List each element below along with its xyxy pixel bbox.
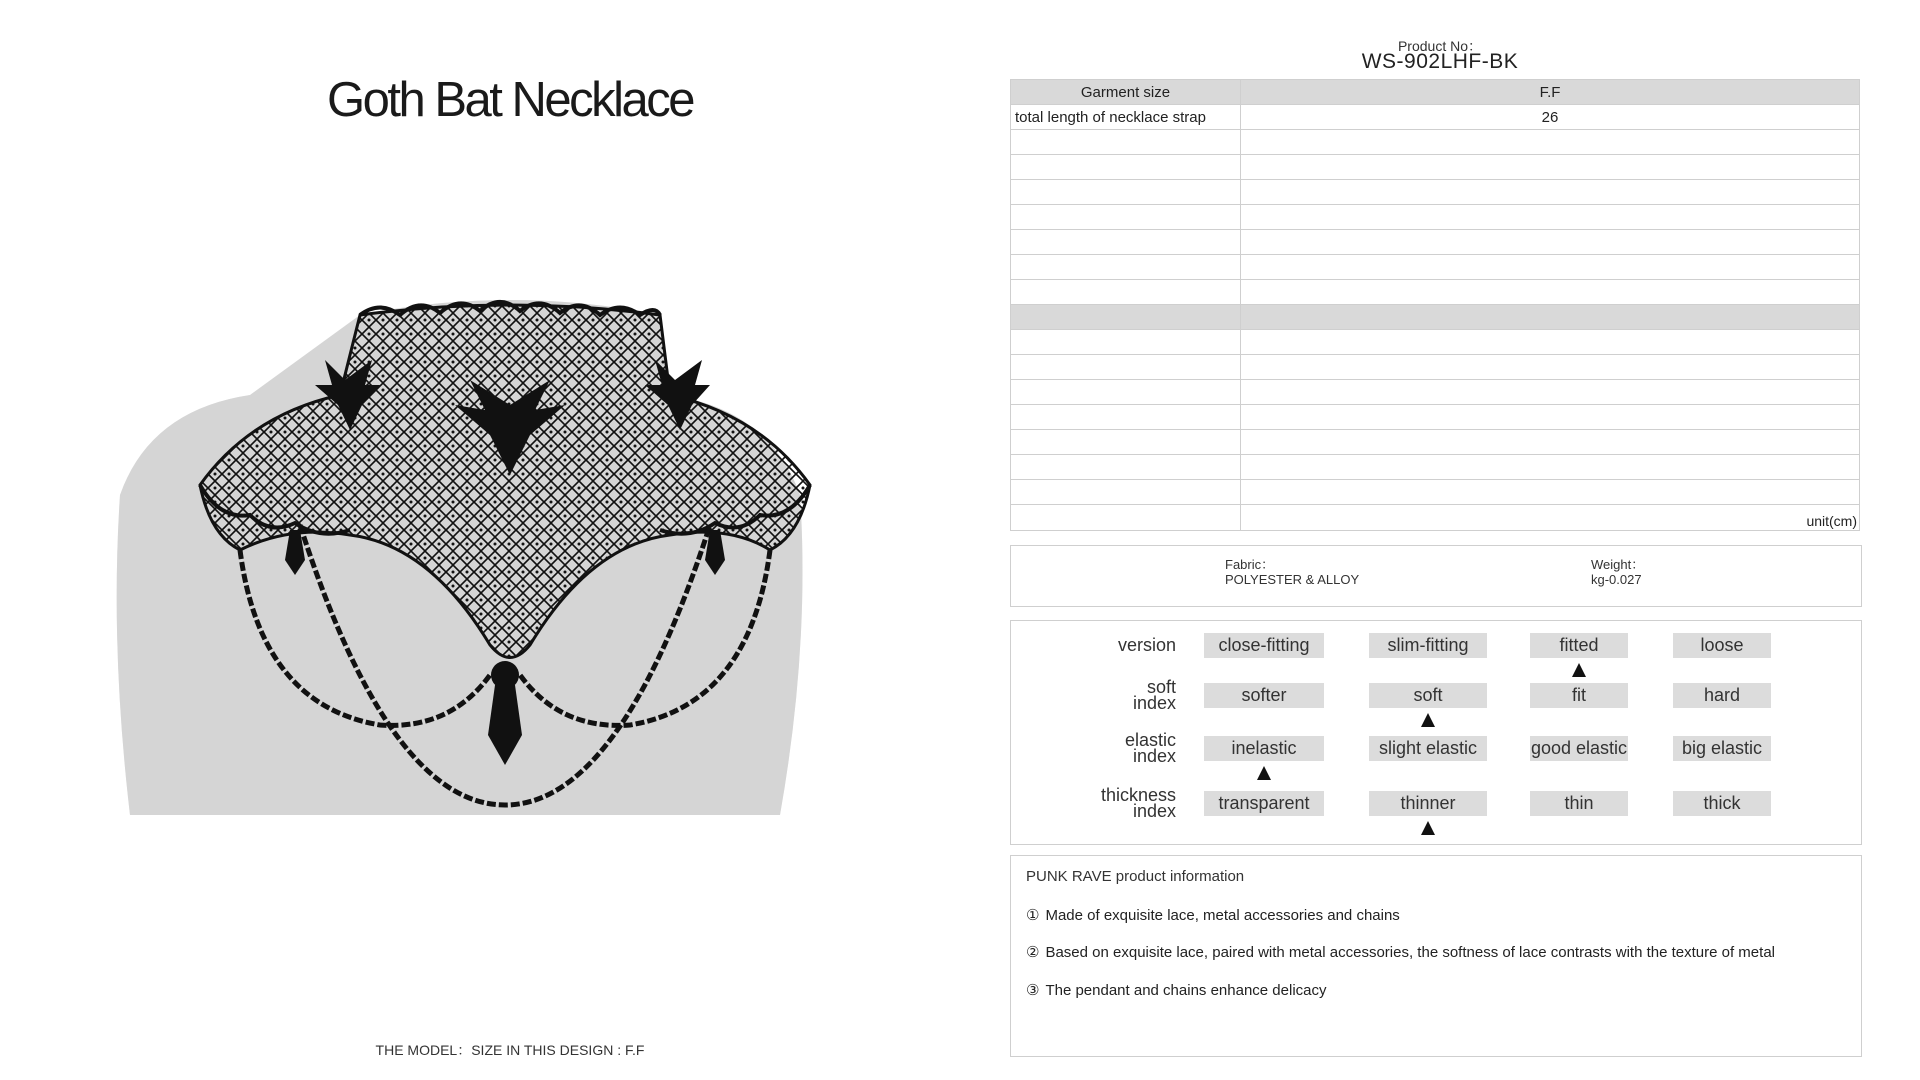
size-table-header — [1011, 80, 1860, 105]
table-row — [1011, 380, 1860, 405]
info-item-number: ① — [1026, 907, 1040, 924]
product-title: Goth Bat Necklace — [326, 73, 694, 127]
info-item-number: ③ — [1026, 982, 1040, 999]
index-option: slim-fitting — [1369, 633, 1487, 658]
table-row — [1011, 330, 1860, 355]
info-item — [1026, 906, 1400, 924]
table-row — [1011, 305, 1860, 330]
size-table — [1010, 79, 1860, 531]
fabric-value: POLYESTER & ALLOY — [1225, 572, 1360, 587]
table-row — [1011, 505, 1860, 531]
unit-label: unit(cm) — [1241, 505, 1860, 531]
info-item-text: The pendant and chains enhance delicacy — [1045, 982, 1327, 999]
model-size-note: THE MODEL：SIZE IN THIS DESIGN : F.F — [375, 1042, 645, 1058]
product-number: WS-902LHF-BK — [1361, 50, 1519, 73]
table-row — [1011, 105, 1860, 130]
table-row — [1011, 280, 1860, 305]
index-option: inelastic — [1204, 736, 1324, 761]
table-row — [1011, 455, 1860, 480]
index-option: close-fitting — [1204, 633, 1324, 658]
index-option: transparent — [1204, 791, 1324, 816]
info-item — [1026, 943, 1775, 961]
fabric-weight-box — [1010, 545, 1862, 607]
index-row-label: version — [1117, 635, 1176, 655]
selected-marker-icon — [1421, 713, 1435, 727]
weight-label: Weight： — [1591, 557, 1645, 572]
info-item-text: Based on exquisite lace, paired with metal accessories, the softness of lace contrasts with the texture of metal — [1045, 944, 1775, 961]
index-row-label: elastic index — [1124, 730, 1176, 766]
table-row — [1011, 230, 1860, 255]
info-heading: PUNK RAVE product information — [1026, 868, 1245, 885]
index-option: fit — [1530, 683, 1628, 708]
selected-marker-icon — [1421, 821, 1435, 835]
info-item-number: ② — [1026, 944, 1040, 961]
index-option: soft — [1369, 683, 1487, 708]
table-row — [1011, 155, 1860, 180]
table-row — [1011, 355, 1860, 380]
index-row-label: thickness index — [1100, 785, 1176, 821]
index-option: hard — [1673, 683, 1771, 708]
size-header-label: Garment size — [1011, 80, 1241, 105]
info-item-text: Made of exquisite lace, metal accessories and chains — [1045, 907, 1400, 924]
index-option: thick — [1673, 791, 1771, 816]
index-option: good elastic — [1530, 736, 1628, 761]
index-option: thin — [1530, 791, 1628, 816]
index-option: thinner — [1369, 791, 1487, 816]
table-row — [1011, 430, 1860, 455]
index-option: loose — [1673, 633, 1771, 658]
fabric-label: Fabric： — [1225, 557, 1275, 572]
index-row-label: soft index — [1132, 677, 1176, 713]
product-info-box — [1010, 855, 1862, 1057]
selected-marker-icon — [1257, 766, 1271, 780]
table-row — [1011, 255, 1860, 280]
selected-marker-icon — [1572, 663, 1586, 677]
table-row — [1011, 130, 1860, 155]
index-option: big elastic — [1673, 736, 1771, 761]
table-row — [1011, 205, 1860, 230]
measurement-value: 26 — [1241, 105, 1860, 130]
product-photo — [110, 285, 900, 815]
index-option: fitted — [1530, 633, 1628, 658]
fit-index-box — [1010, 620, 1862, 845]
info-item — [1026, 981, 1327, 999]
table-row — [1011, 480, 1860, 505]
weight-value: kg-0.027 — [1591, 572, 1642, 587]
index-option: softer — [1204, 683, 1324, 708]
measurement-label: total length of necklace strap — [1011, 105, 1241, 130]
table-row — [1011, 180, 1860, 205]
index-option: slight elastic — [1369, 736, 1487, 761]
size-header-value: F.F — [1241, 80, 1860, 105]
table-row — [1011, 405, 1860, 430]
product-number-label: Product No： — [1397, 38, 1483, 54]
